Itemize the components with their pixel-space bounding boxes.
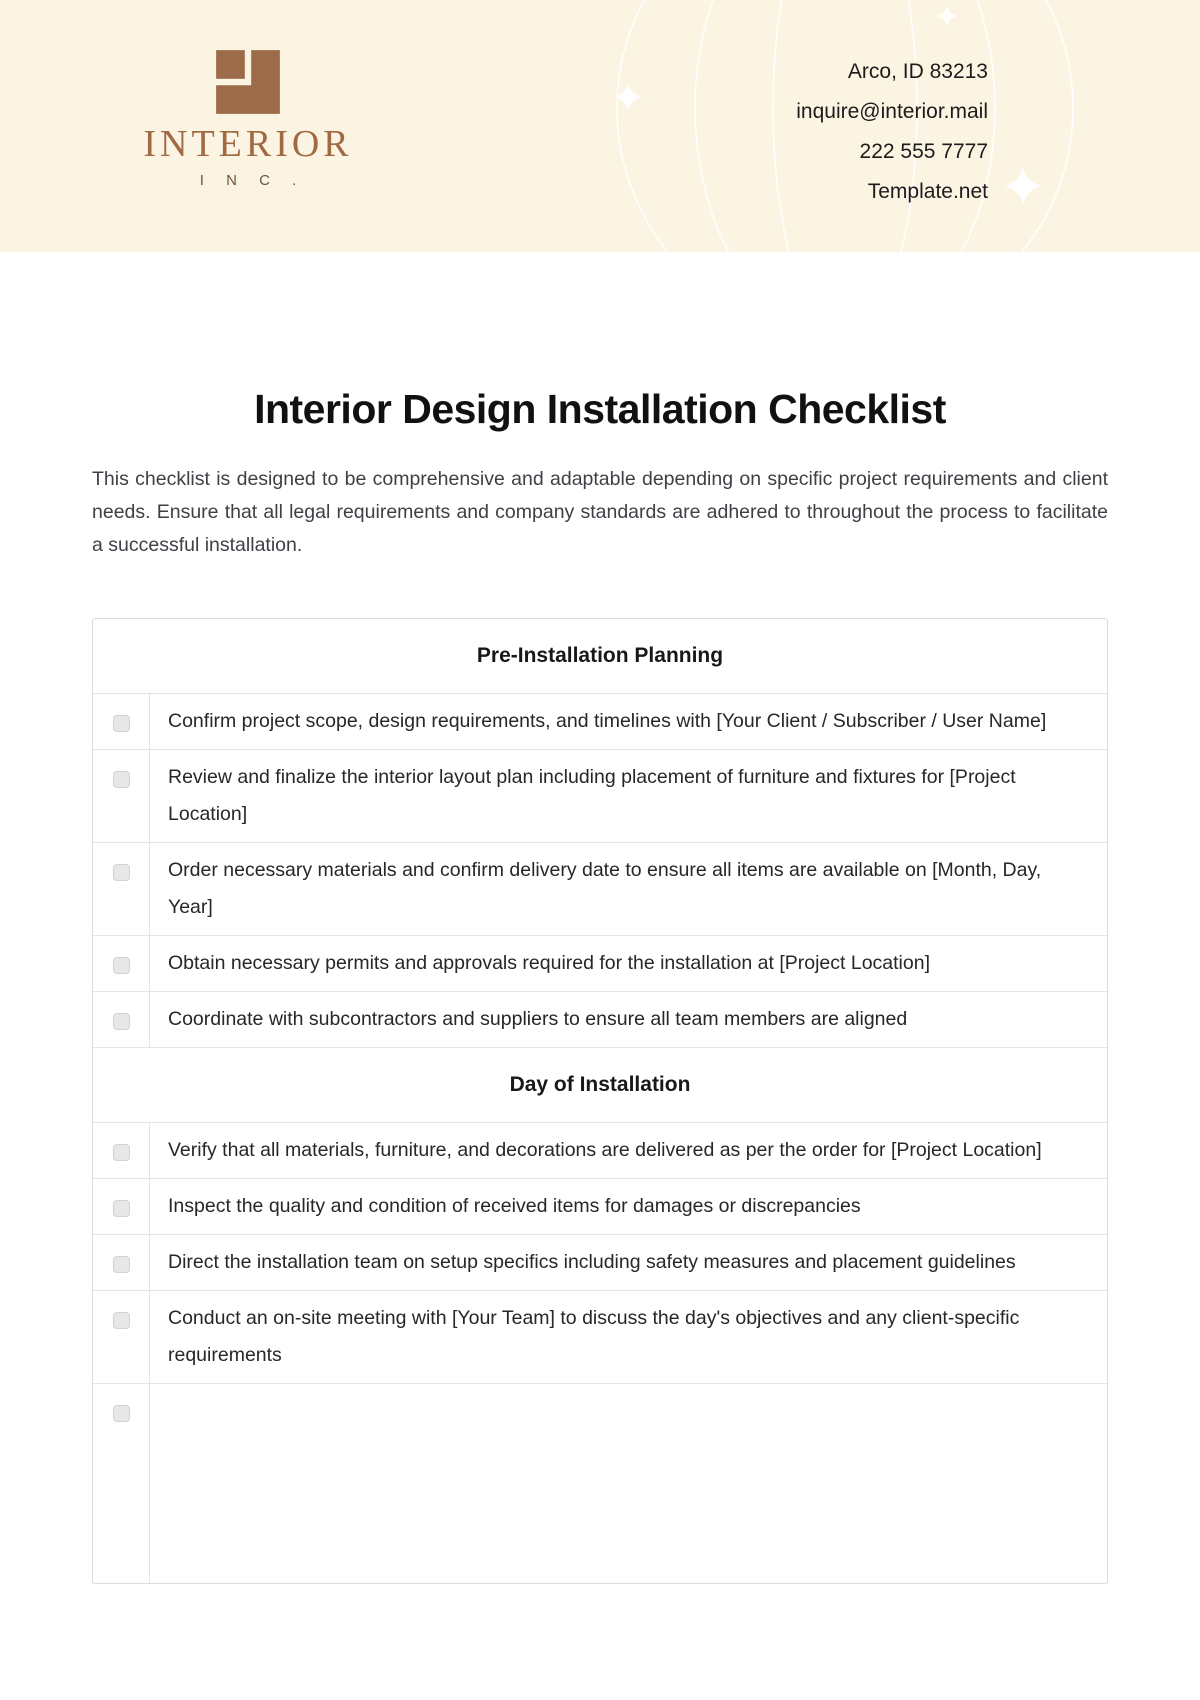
- checklist-row: [93, 693, 1107, 749]
- checkbox-cell: [93, 1291, 150, 1383]
- checklist-item-text: Order necessary materials and confirm delivery date to ensure all items are available on [Month, Day, Year]: [168, 859, 1042, 918]
- intro-paragraph: This checklist is designed to be comprehensive and adaptable depending on specific project requirements and client needs. Ensure that all legal requirements and company standards are adhered to throughout the process to facilitate a successful installation.: [92, 468, 1108, 556]
- contact-email[interactable]: inquire@interior.mail: [796, 100, 988, 123]
- checklist-row: [93, 1122, 1107, 1178]
- checklist-row: [93, 1290, 1107, 1383]
- checkbox[interactable]: [113, 957, 130, 974]
- brand-logo: [118, 48, 378, 189]
- checkbox[interactable]: [113, 1200, 130, 1217]
- letterhead: [0, 0, 1200, 252]
- checkbox-cell: [93, 843, 150, 935]
- page-title: Interior Design Installation Checklist: [254, 386, 946, 432]
- checkbox[interactable]: [113, 1405, 130, 1422]
- checklist-item-text: Coordinate with subcontractors and suppliers to ensure all team members are aligned: [168, 1008, 908, 1030]
- checkbox-cell: [93, 992, 150, 1047]
- checkbox-cell: [93, 1179, 150, 1234]
- section-header: Pre-Installation Planning: [476, 644, 724, 667]
- checkbox-cell: [93, 1123, 150, 1178]
- checklist-item-text: [150, 1384, 1107, 1583]
- checklist-item-text: Verify that all materials, furniture, and decorations are delivered as per the order for [Project Location]: [168, 1139, 1042, 1161]
- document-body: [0, 386, 1200, 1584]
- checklist-table: [92, 618, 1108, 1584]
- checklist-row: [93, 1178, 1107, 1234]
- checklist-row: [93, 935, 1107, 991]
- checklist-row: [93, 749, 1107, 842]
- checklist-item-text: Conduct an on-site meeting with [Your Team] to discuss the day's objectives and any client-specific requirements: [168, 1307, 1020, 1366]
- checkbox-cell: [93, 1235, 150, 1290]
- checklist-item-text: Confirm project scope, design requirements, and timelines with [Your Client / Subscriber / User Name]: [168, 710, 1047, 732]
- checkbox-cell: [93, 936, 150, 991]
- checklist-row: [93, 1234, 1107, 1290]
- checkbox[interactable]: [113, 1256, 130, 1273]
- checkbox[interactable]: [113, 771, 130, 788]
- checklist-row: [93, 991, 1107, 1047]
- checklist-row: [93, 842, 1107, 935]
- brand-name: INTERIOR: [143, 123, 353, 165]
- checkbox-cell: [93, 1384, 150, 1583]
- contact-website[interactable]: Template.net: [867, 180, 988, 203]
- checkbox-cell: [93, 750, 150, 842]
- checkbox[interactable]: [113, 864, 130, 881]
- interior-logo-icon: [214, 48, 282, 116]
- checkbox-cell: [93, 694, 150, 749]
- checkbox[interactable]: [113, 1013, 130, 1030]
- checklist-row: [93, 1383, 1107, 1583]
- section-header: Day of Installation: [93, 1047, 1107, 1122]
- checklist-item-text: Inspect the quality and condition of received items for damages or discrepancies: [168, 1195, 861, 1217]
- brand-subtitle: I N C .: [199, 171, 306, 189]
- checklist-item-text: Review and finalize the interior layout plan including placement of furniture and fixtures for [Project Location]: [168, 766, 1016, 825]
- checkbox[interactable]: [113, 715, 130, 732]
- checkbox[interactable]: [113, 1144, 130, 1161]
- contact-phone: 222 555 7777: [859, 140, 988, 163]
- checklist-item-text: Obtain necessary permits and approvals required for the installation at [Project Location]: [168, 952, 930, 974]
- checklist-item-text: Direct the installation team on setup specifics including safety measures and placement guidelines: [168, 1251, 1016, 1273]
- contact-info: [796, 52, 988, 212]
- checkbox[interactable]: [113, 1312, 130, 1329]
- contact-address: Arco, ID 83213: [847, 60, 988, 83]
